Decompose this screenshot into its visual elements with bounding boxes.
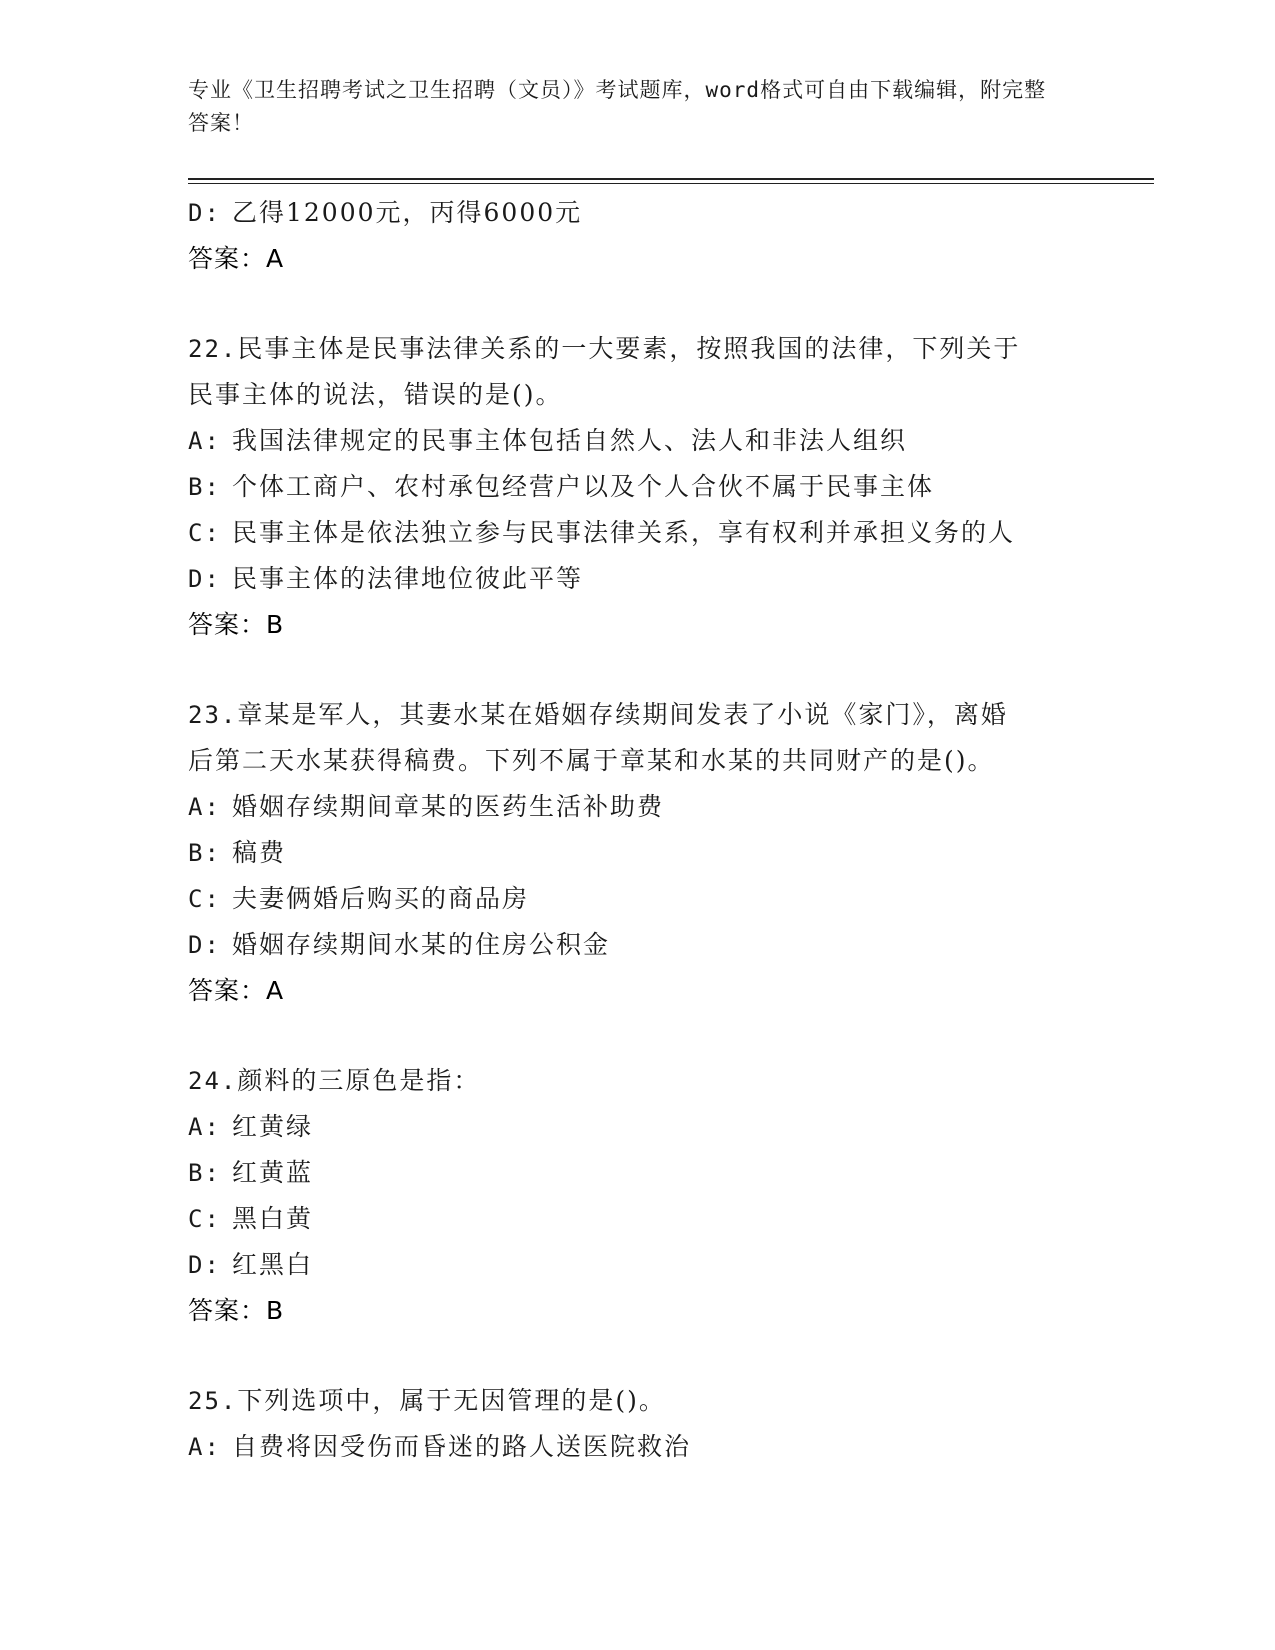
document-body (188, 190, 1088, 1470)
question-25 (188, 1378, 1088, 1470)
option-label: C: (188, 1205, 221, 1233)
stem-line-2: 后第二天水某获得稿费。下列不属于章某和水某的共同财产的是()。 (188, 746, 995, 775)
option-b (188, 464, 1088, 510)
option-a (188, 1424, 1088, 1470)
question-number: 23. (188, 701, 238, 729)
option-a (188, 1104, 1088, 1150)
option-label: B: (188, 839, 221, 867)
option-text: 自费将因受伤而昏迷的路人送医院救治 (232, 1432, 692, 1461)
option-text: 黑白黄 (232, 1204, 314, 1233)
option-d (188, 556, 1088, 602)
option-b (188, 1150, 1088, 1196)
question-23 (188, 692, 1088, 1014)
question-stem (188, 1058, 1088, 1104)
option-label: C: (188, 519, 221, 547)
answer: 答案：B (188, 1296, 285, 1325)
question-stem (188, 692, 1088, 738)
prev-answer: 答案：A (188, 244, 285, 273)
option-a (188, 418, 1088, 464)
option-c (188, 1196, 1088, 1242)
option-label: C: (188, 885, 221, 913)
question-24 (188, 1058, 1088, 1334)
option-b (188, 830, 1088, 876)
stem-line-1: 章某是军人，其妻水某在婚姻存续期间发表了小说《家门》，离婚 (237, 700, 1008, 729)
stem-line-1: 颜料的三原色是指： (237, 1066, 481, 1095)
option-text: 婚姻存续期间章某的医药生活补助费 (232, 792, 665, 821)
option-text: 民事主体的法律地位彼此平等 (232, 564, 584, 593)
option-text: 我国法律规定的民事主体包括自然人、法人和非法人组织 (232, 426, 908, 455)
answer: 答案：A (188, 976, 285, 1005)
option-text: 乙得12000元，丙得6000元 (232, 198, 583, 227)
option-c (188, 876, 1088, 922)
question-22 (188, 326, 1088, 648)
prev-option-d (188, 190, 1088, 236)
option-label: D: (188, 931, 221, 959)
option-label: D: (188, 1251, 221, 1279)
question-stem (188, 1378, 1088, 1424)
option-text: 稿费 (232, 838, 287, 867)
stem-line-1: 下列选项中，属于无因管理的是()。 (237, 1386, 666, 1415)
question-number: 25. (188, 1387, 238, 1415)
option-text: 婚姻存续期间水某的住房公积金 (232, 930, 611, 959)
stem-line-2: 民事主体的说法，错误的是()。 (188, 380, 563, 409)
answer: 答案：B (188, 610, 285, 639)
option-text: 红黑白 (232, 1250, 314, 1279)
option-label: B: (188, 473, 221, 501)
header-rule-thick (188, 178, 1154, 180)
option-text: 个体工商户、农村承包经营户以及个人合伙不属于民事主体 (232, 472, 935, 501)
option-label: A: (188, 1433, 221, 1461)
option-label: B: (188, 1159, 221, 1187)
option-a (188, 784, 1088, 830)
option-c (188, 510, 1088, 556)
stem-line-1: 民事主体是民事法律关系的一大要素，按照我国的法律，下列关于 (237, 334, 1021, 363)
option-text: 红黄绿 (232, 1112, 314, 1141)
option-label: D: (188, 199, 221, 227)
header-rule-thin (188, 183, 1154, 184)
option-label: A: (188, 1113, 221, 1141)
question-stem (188, 326, 1088, 372)
option-text: 夫妻俩婚后购买的商品房 (232, 884, 530, 913)
option-text: 民事主体是依法独立参与民事法律关系，享有权利并承担义务的人 (232, 518, 1016, 547)
option-label: A: (188, 427, 221, 455)
option-label: D: (188, 565, 221, 593)
page-header: 专业《卫生招聘考试之卫生招聘（文员）》考试题库，word格式可自由下载编辑，附完整答案！ (188, 78, 1047, 135)
option-d (188, 1242, 1088, 1288)
option-text: 红黄蓝 (232, 1158, 314, 1187)
option-label: A: (188, 793, 221, 821)
option-d (188, 922, 1088, 968)
question-number: 24. (188, 1067, 238, 1095)
question-number: 22. (188, 335, 238, 363)
